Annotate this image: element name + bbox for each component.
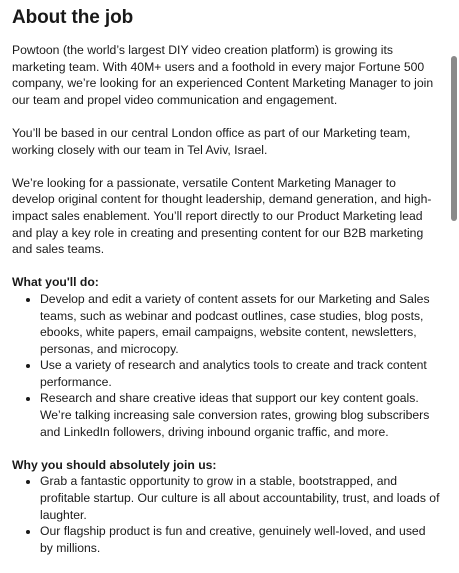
- why-join-title: Why you should absolutely join us:: [12, 457, 217, 472]
- list-item: Use a variety of research and analytics tools to create and track content performance.: [40, 357, 440, 390]
- job-description-panel: [12, 0, 440, 573]
- why-join-list: [12, 473, 440, 556]
- scrollbar-thumb[interactable]: [451, 56, 457, 221]
- role-paragraph: We’re looking for a passionate, versatile Content Marketing Manager to develop original content for thought leadership, demand generation, and high-impact sales enablement. You’ll report directly to our Product Marketing lead and play a key role in creating and presenting content for our B2B marketing and sales teams.: [12, 175, 432, 257]
- vertical-scrollbar[interactable]: [449, 0, 459, 470]
- location-paragraph: You’ll be based in our central London office as part of our Marketing team, working closely with our team in Tel Aviv, Israel.: [12, 125, 411, 157]
- job-description: [12, 42, 440, 556]
- about-the-job-heading: About the job: [12, 7, 134, 28]
- list-item: Our flagship product is fun and creative, genuinely well-loved, and used by millions.: [40, 523, 440, 556]
- what-youll-do-title: What you'll do:: [12, 275, 99, 290]
- intro-paragraph: Powtoon (the world’s largest DIY video creation platform) is growing its marketing team. With 40M+ users and a foothold in every major Fortune 500 company, we’re looking for an experienced Content Marketing Manager to join our team and propel video communication and engagement.: [12, 43, 434, 107]
- list-item: Grab a fantastic opportunity to grow in a stable, bootstrapped, and profitable startup. Our culture is all about accountability, trust, and loads of laughter.: [40, 474, 440, 522]
- list-item: Research and share creative ideas that support our key content goals. We’re talking increasing sale conversion rates, growing blog subscribers and LinkedIn followers, driving inbound organic traffic, and more.: [40, 390, 440, 440]
- list-item: Develop and edit a variety of content assets for our Marketing and Sales teams, such as webinar and podcast outlines, case studies, blog posts, ebooks, white papers, email campaigns, website content, newsletters, personas, and microcopy.: [40, 291, 440, 357]
- what-youll-do-list: [12, 291, 440, 440]
